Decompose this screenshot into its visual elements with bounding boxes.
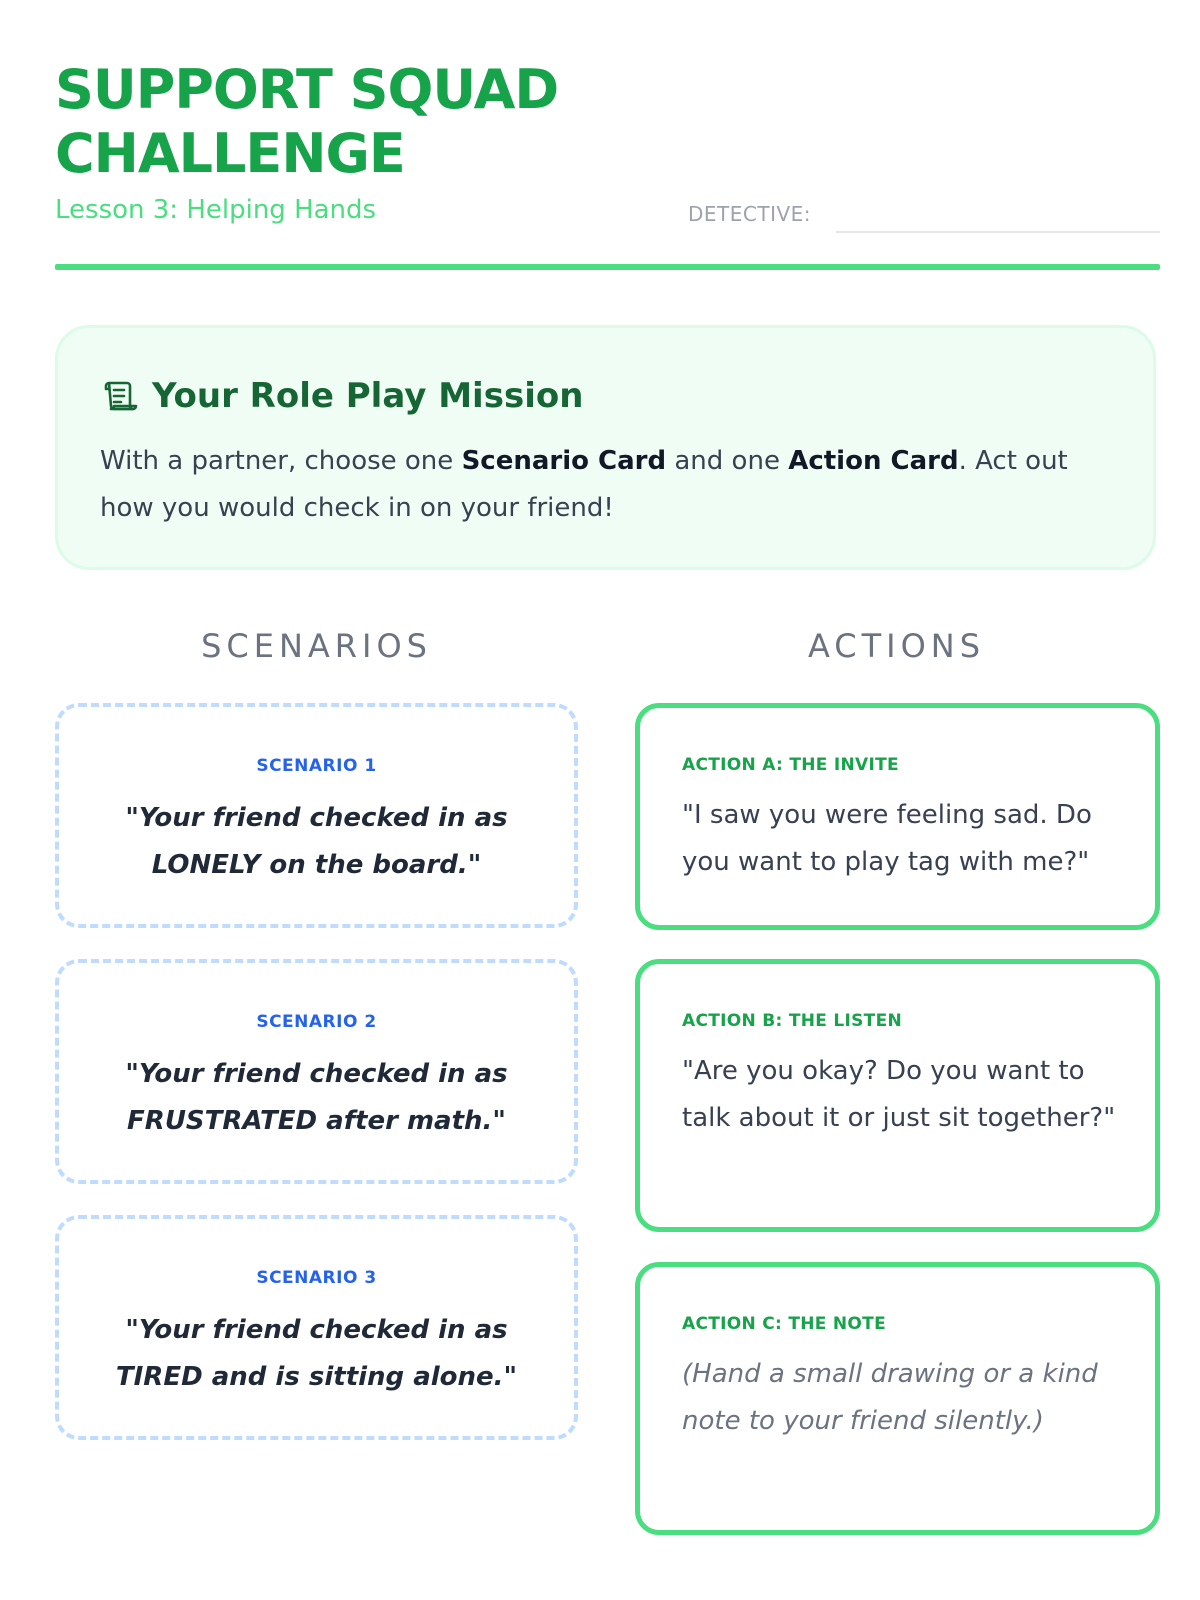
scenario-card-tag: SCENARIO 2 <box>256 1012 377 1032</box>
mission-text-part: With a partner, choose one <box>100 446 462 476</box>
mission-scenario-card-term: Scenario Card <box>461 446 667 476</box>
scenario-card-quote: "Your friend checked in as TIRED and is sitting alone." <box>115 1315 518 1392</box>
scenario-card-quote: "Your friend checked in as FRUSTRATED after math." <box>125 1059 508 1136</box>
lesson-subtitle: Lesson 3: Helping Hands <box>55 195 377 225</box>
scenario-card-quote: "Your friend checked in as LONELY on the board." <box>125 803 508 880</box>
action-card-text: "Are you okay? Do you want to talk about it or just sit together?" <box>682 1056 1116 1133</box>
mission-action-card-term: Action Card <box>788 446 959 476</box>
page-title <box>55 58 558 186</box>
mission-title: Your Role Play Mission <box>152 376 584 416</box>
page-title-line-2: CHALLENGE <box>55 122 405 185</box>
detective-name-line[interactable] <box>836 231 1160 233</box>
action-card-a[interactable] <box>635 703 1160 930</box>
action-card-tag: ACTION B: THE LISTEN <box>682 1011 903 1031</box>
action-card-tag: ACTION A: THE INVITE <box>682 755 899 775</box>
detective-label: DETECTIVE: <box>688 202 812 226</box>
mission-box <box>55 325 1156 570</box>
scenario-card-2[interactable] <box>55 959 578 1184</box>
scenario-card-1[interactable] <box>55 703 578 928</box>
scenarios-heading: SCENARIOS <box>201 627 432 665</box>
scenario-card-tag: SCENARIO 3 <box>256 1268 377 1288</box>
mission-text-part: and one <box>666 446 789 476</box>
mission-text-part: . Act out how you would check in on your friend! <box>100 446 1068 523</box>
worksheet-page <box>55 0 1160 1600</box>
action-card-text: "I saw you were feeling sad. Do you want to play tag with me?" <box>682 800 1092 877</box>
action-card-tag: ACTION C: THE NOTE <box>682 1314 886 1334</box>
action-card-text: (Hand a small drawing or a kind note to your friend silently.) <box>682 1359 1098 1436</box>
scenario-card-3[interactable] <box>55 1215 578 1440</box>
scenario-card-tag: SCENARIO 1 <box>256 756 377 776</box>
scroll-icon <box>100 377 138 415</box>
mission-instructions <box>100 438 1110 532</box>
action-card-c[interactable] <box>635 1262 1160 1535</box>
page-title-line-1: SUPPORT SQUAD <box>55 58 559 121</box>
header-divider <box>55 264 1160 270</box>
action-card-b[interactable] <box>635 959 1160 1232</box>
mission-heading <box>100 374 583 418</box>
actions-heading: ACTIONS <box>807 627 986 665</box>
